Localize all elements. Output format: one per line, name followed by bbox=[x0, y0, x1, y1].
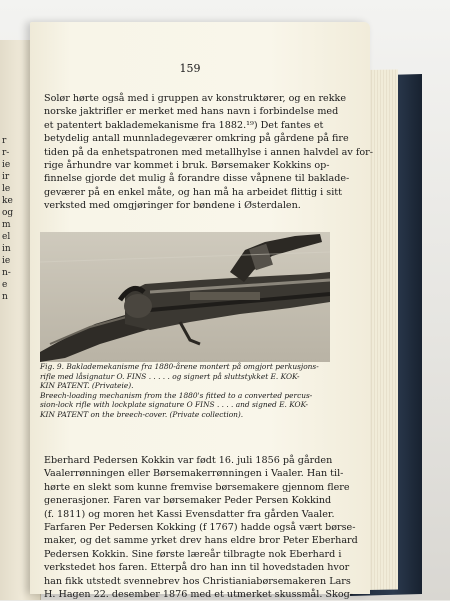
left-page-fragment: ie bbox=[2, 160, 11, 170]
left-page-fragment: e bbox=[2, 280, 8, 290]
left-page-text-fragments bbox=[2, 135, 18, 303]
text-line: (f. 1811) og moren het Kassi Evensdatter fra gården Vaaler. bbox=[44, 508, 335, 520]
left-page-fragment: r bbox=[2, 136, 7, 146]
text-line: Vaalerrønningen eller Børsemakerrønningen i Vaaler. Han til- bbox=[44, 468, 344, 480]
text-line: han fikk utstedt svennebrev hos Christianiabørsemakeren Lars bbox=[44, 575, 351, 587]
book-page bbox=[30, 22, 373, 601]
left-page-fragment: r- bbox=[2, 148, 10, 158]
text-line: verkstedet hos faren. Etterpå dro han inn til hovedstaden hvor bbox=[44, 562, 350, 574]
text-line: tiden på da enhetspatronen med metallhylse i annen halvdel av for- bbox=[44, 146, 373, 158]
caption-line: sion-lock rifle with lockplate signature O FINS . . . . and signed E. KOK- bbox=[40, 400, 309, 410]
paragraph-1 bbox=[44, 92, 373, 213]
left-page-fragment: ir bbox=[2, 172, 10, 182]
left-page-fragment: el bbox=[2, 232, 11, 242]
text-line: maker, og det samme yrket drev hans eldre bror Peter Eberhard bbox=[44, 535, 358, 547]
text-line: hørte en slekt som kunne fremvise børsemakere gjennom flere bbox=[44, 481, 350, 493]
left-page-fragment: le bbox=[2, 184, 11, 194]
text-line: et patentert baklademekanisme fra 1882.¹⁹) Det fantes et bbox=[44, 119, 324, 131]
text-line: generasjoner. Faren var børsemaker Peder Persen Kokkind bbox=[44, 495, 332, 507]
text-line: Solør hørte også med i gruppen av konstruktører, og en rekke bbox=[44, 93, 347, 104]
text-line: finnelse gjorde det mulig å forandre disse våpnene til baklade- bbox=[44, 173, 350, 185]
paragraph-2 bbox=[44, 454, 358, 601]
caption-line: Breech-loading mechanism from the 1880's fitted to a converted percus- bbox=[40, 390, 313, 400]
text-line: betydelig antall munnladegeværer omkring på gårdene på fire bbox=[44, 133, 349, 145]
left-page-fragment: n- bbox=[2, 268, 11, 278]
page-number: 159 bbox=[179, 62, 201, 75]
left-page-fragment: ke bbox=[2, 196, 13, 206]
figure-caption bbox=[40, 362, 340, 420]
caption-line: Fig. 9. Baklademekanisme fra 1880-årene montert på omgjort perkusjons- bbox=[40, 362, 319, 371]
text-line: norske jaktrifler er merket med hans navn i forbindelse med bbox=[44, 106, 339, 118]
caption-line: KIN PATENT on the breech-cover. (Private collection). bbox=[40, 409, 244, 419]
text-line: H. Hagen 22. desember 1876 med et utmerket skussmål. Skog- bbox=[44, 589, 353, 601]
rifle-mechanism-photo bbox=[40, 232, 330, 362]
left-page-fragment: ie bbox=[2, 256, 11, 266]
caption-line: rifle med låsignatur O. FINS . . . . . og signert på sluttstykket E. KOK- bbox=[40, 371, 300, 381]
text-line: Pedersen Kokkin. Sine første læreår tilbragte nok Eberhard i bbox=[44, 548, 342, 560]
text-line: Eberhard Pedersen Kokkin var født 16. juli 1856 på gården bbox=[44, 455, 333, 466]
text-line: verksted med omgjøringer for bøndene i Østerdalen. bbox=[44, 200, 301, 212]
text-line: Farfaren Per Pedersen Kokking (f 1767) hadde også vært børse- bbox=[44, 522, 356, 534]
left-page-fragment: in bbox=[2, 244, 11, 254]
left-page-fragment: m bbox=[2, 220, 11, 230]
left-page-fragment: og bbox=[2, 208, 14, 218]
caption-line: KIN PATENT. (Privateie). bbox=[40, 381, 134, 391]
left-page-fragment: n bbox=[2, 292, 8, 302]
text-line: rige århundre var kommet i bruk. Børsemaker Kokkins op- bbox=[44, 160, 330, 172]
text-line: geværer på en enkel måte, og han må ha arbeidet flittig i sitt bbox=[44, 186, 342, 198]
